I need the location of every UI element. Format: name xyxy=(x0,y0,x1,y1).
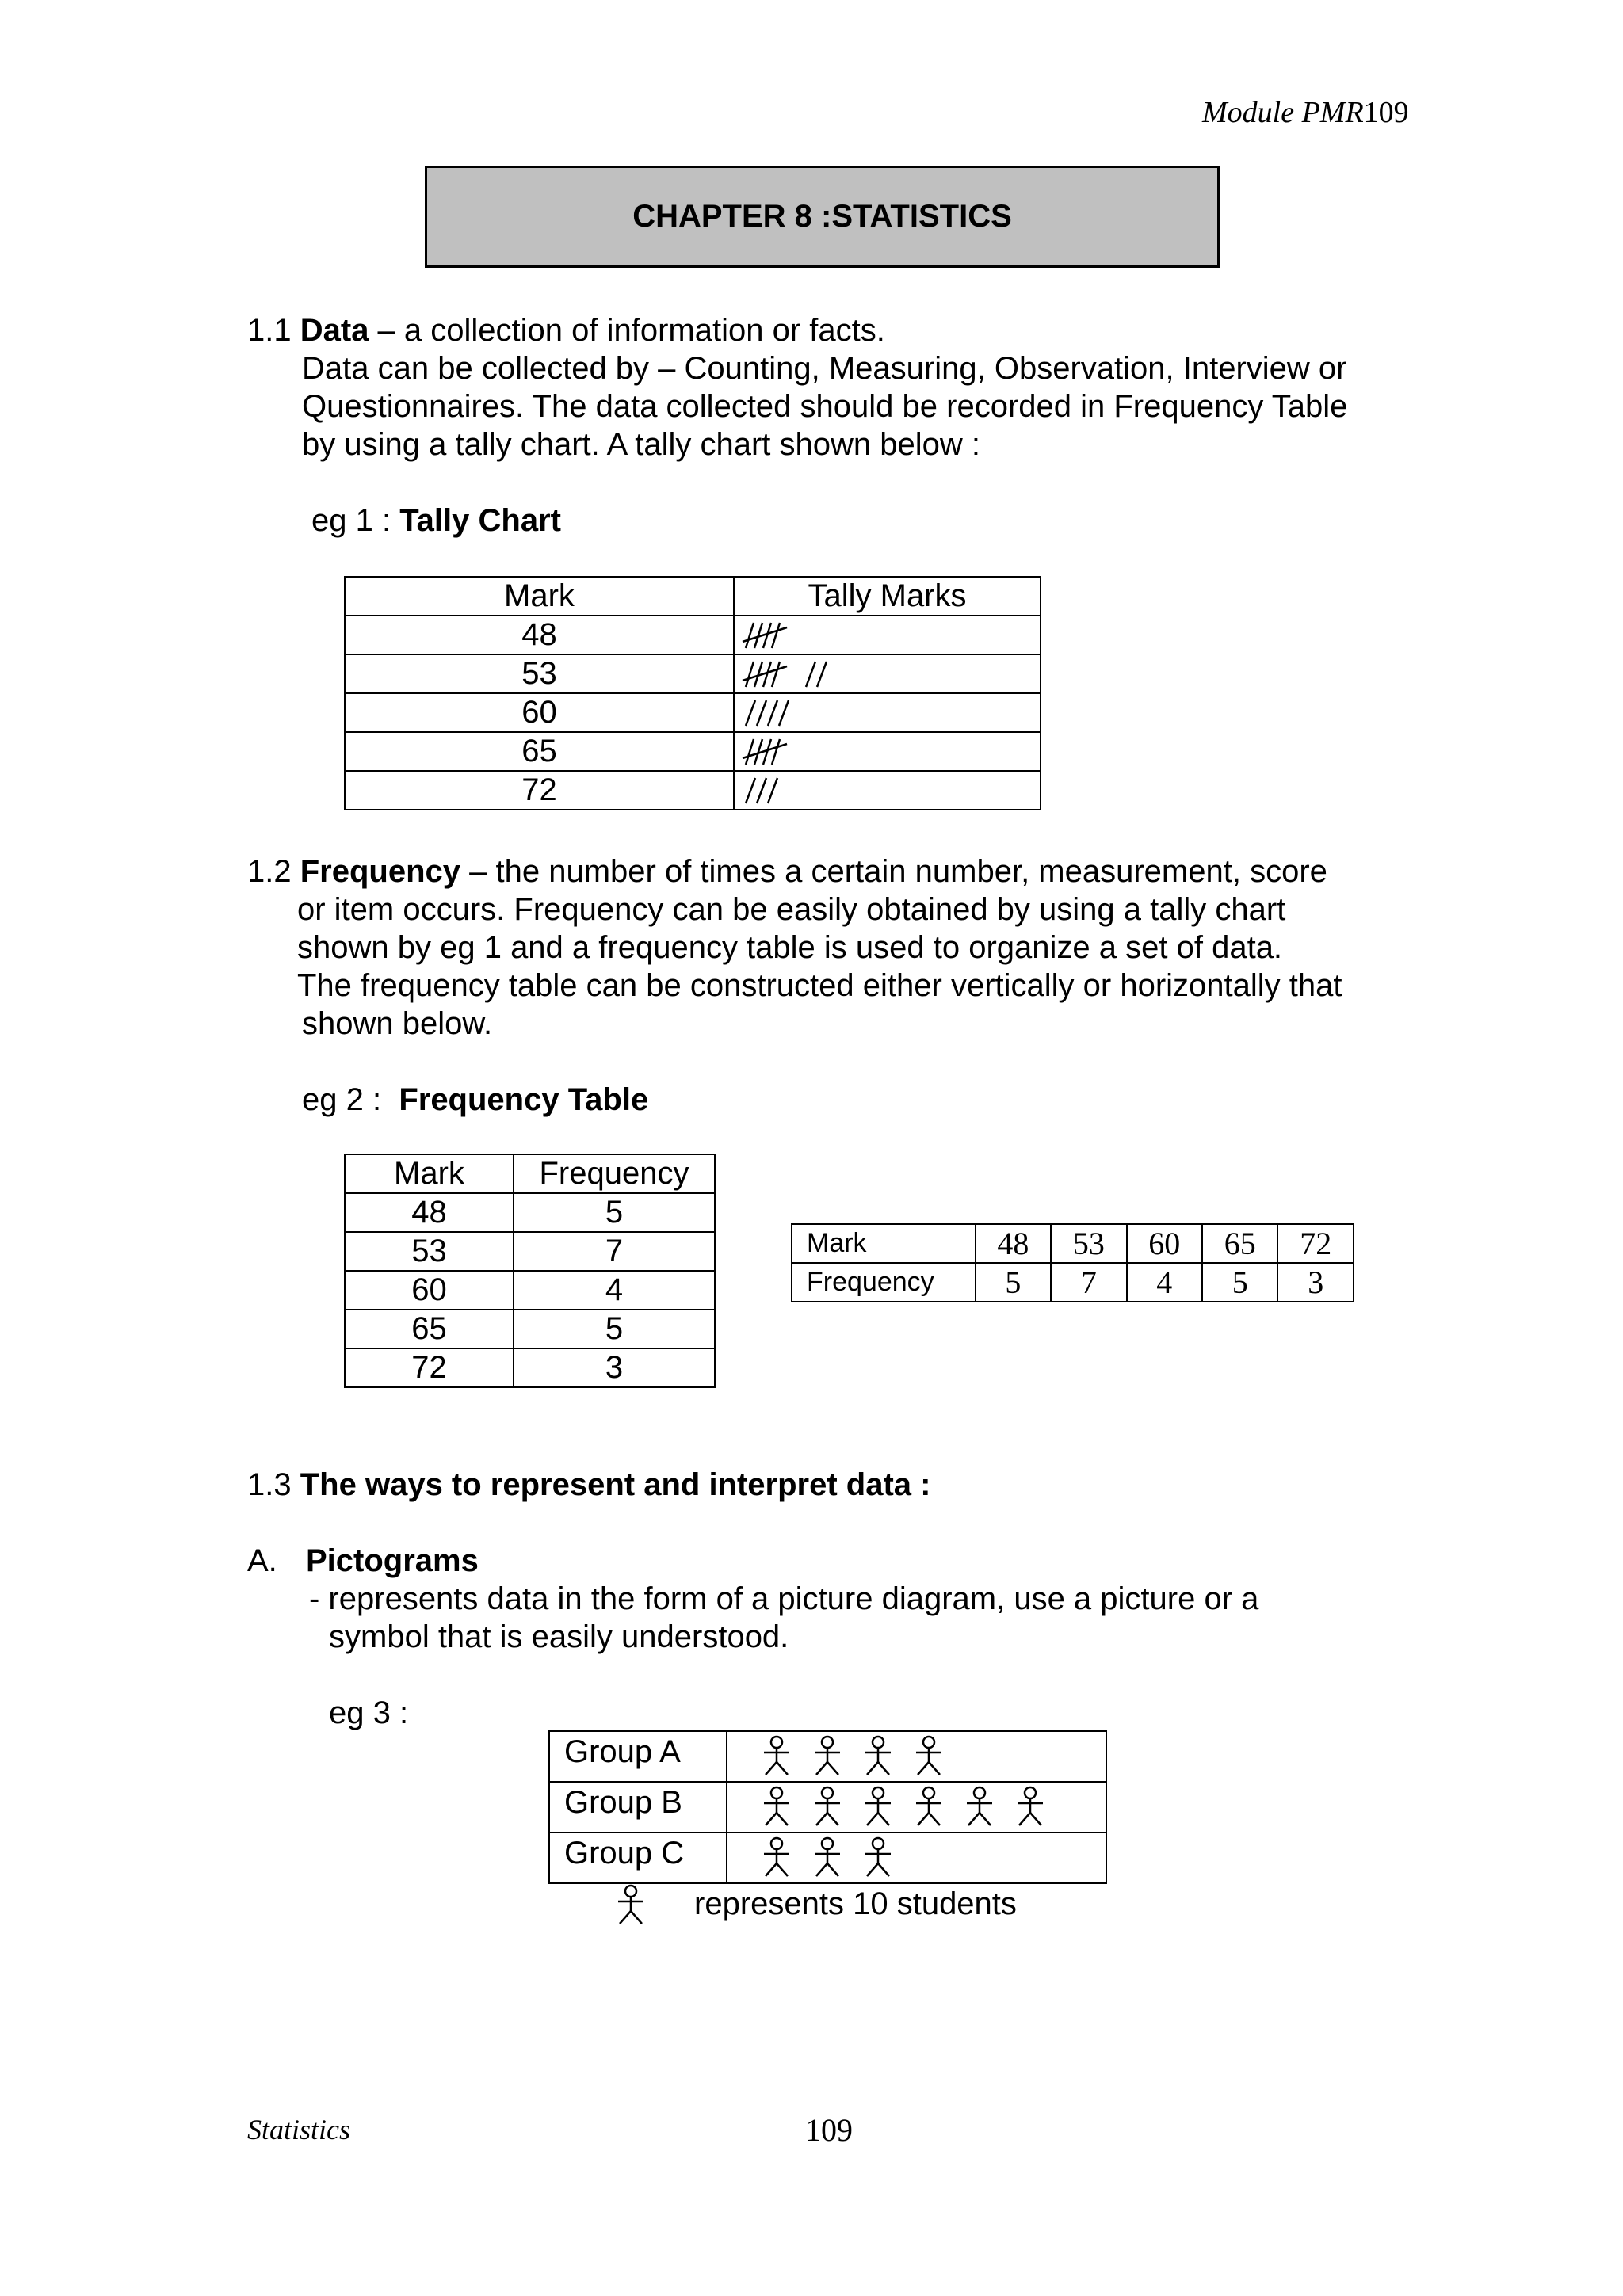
section-1-2-line: or item occurs. Frequency can be easily obtained by using a tally chart xyxy=(297,892,1286,927)
pictogram-table xyxy=(548,1730,1107,1884)
mark-cell: 53 xyxy=(1051,1224,1126,1263)
tally-stroke xyxy=(772,739,780,765)
chapter-title: CHAPTER 8 :STATISTICS xyxy=(632,199,1012,234)
frequency-cell: 5 xyxy=(514,1310,715,1348)
icon-cell xyxy=(727,1782,1106,1833)
table-row xyxy=(549,1731,1106,1782)
mark-cell: 48 xyxy=(345,1193,514,1232)
section-a-line: - represents data in the form of a picture diagram, use a picture or a xyxy=(309,1581,1259,1616)
tally-stroke xyxy=(806,662,815,687)
group-label: Group C xyxy=(549,1833,727,1883)
table-row xyxy=(345,1232,715,1271)
table-row xyxy=(549,1782,1106,1833)
mark-cell: 72 xyxy=(345,1348,514,1387)
tally-marks-icon xyxy=(739,696,930,730)
mark-cell: 60 xyxy=(1127,1224,1202,1263)
table-row xyxy=(792,1263,1354,1302)
section-1-1-heading: 1.1 Data – a collection of information or facts. xyxy=(247,313,885,348)
tally-cell xyxy=(734,693,1041,732)
frequency-cell: 4 xyxy=(1127,1263,1202,1302)
page-header xyxy=(1202,95,1409,130)
tally-marks-icon xyxy=(739,657,930,692)
tally-marks-icon xyxy=(739,734,930,769)
term-data: Data xyxy=(300,313,369,348)
header-cell: Frequency xyxy=(514,1154,715,1193)
table-row xyxy=(345,732,1041,771)
footer-subject: Statistics xyxy=(247,2114,351,2145)
chapter-title-box xyxy=(425,166,1220,268)
term-frequency: Frequency xyxy=(300,854,461,889)
table-header-row xyxy=(345,1154,715,1193)
mark-cell: 48 xyxy=(976,1224,1051,1263)
mark-cell: 53 xyxy=(345,1232,514,1271)
stick-figure-icon xyxy=(1011,1786,1049,1829)
section-1-1-line: by using a tally chart. A tally chart shown below : xyxy=(302,427,980,462)
stick-figure-icon xyxy=(960,1786,999,1829)
eg2-heading: eg 2 : Frequency Table xyxy=(302,1082,649,1117)
stick-figure-icon xyxy=(859,1735,897,1778)
table-row xyxy=(345,1348,715,1387)
section-1-2-heading: 1.2 Frequency – the number of times a certain number, measurement, score xyxy=(247,854,1327,889)
mark-cell: 48 xyxy=(345,616,734,654)
tally-stroke xyxy=(817,662,827,687)
section-1-1-line: Questionnaires. The data collected should be recorded in Frequency Table xyxy=(302,389,1348,424)
table-row xyxy=(345,616,1041,654)
tally-stroke xyxy=(768,700,777,726)
mark-cell: 60 xyxy=(345,693,734,732)
mark-cell: 65 xyxy=(345,1310,514,1348)
tally-marks-icon xyxy=(739,773,930,808)
header-page-number: 109 xyxy=(1363,96,1409,129)
footer-page-number: 109 xyxy=(805,2112,853,2148)
stick-figure-icon xyxy=(808,1735,846,1778)
mark-cell: 72 xyxy=(1277,1224,1354,1263)
section-a-title: Pictograms xyxy=(306,1543,479,1578)
tally-stroke xyxy=(757,778,766,803)
frequency-cell: 4 xyxy=(514,1271,715,1310)
stick-figure-icon xyxy=(758,1735,796,1778)
section-a-heading: A. xyxy=(247,1543,277,1578)
frequency-cell: 3 xyxy=(514,1348,715,1387)
stick-figure-icon xyxy=(612,1884,650,1927)
eg1-heading: eg 1 : Tally Chart xyxy=(311,503,561,538)
table-row xyxy=(345,693,1041,732)
frequency-table-horizontal xyxy=(791,1223,1354,1302)
frequency-cell: 3 xyxy=(1277,1263,1354,1302)
row-label: Mark xyxy=(792,1224,976,1263)
key-icon-holder xyxy=(612,1884,663,1927)
tally-stroke xyxy=(746,778,755,803)
stick-figure-icon xyxy=(910,1786,948,1829)
header-cell: Mark xyxy=(345,1154,514,1193)
row-label: Frequency xyxy=(792,1263,976,1302)
tally-stroke xyxy=(757,700,766,726)
group-label: Group A xyxy=(549,1731,727,1782)
mark-cell: 65 xyxy=(345,732,734,771)
tally-cell xyxy=(734,616,1041,654)
section-1-2-line: The frequency table can be constructed either vertically or horizontally that xyxy=(297,968,1342,1003)
eg3-heading: eg 3 : xyxy=(329,1695,409,1730)
module-label: Module PMR xyxy=(1202,96,1364,129)
table-row xyxy=(345,771,1041,810)
stick-figure-icon xyxy=(859,1786,897,1829)
tally-stroke xyxy=(772,623,780,648)
tally-cell xyxy=(734,771,1041,810)
table-row xyxy=(345,1310,715,1348)
table-row xyxy=(792,1224,1354,1263)
table-header-row xyxy=(345,577,1041,616)
mark-cell: 53 xyxy=(345,654,734,693)
frequency-cell: 5 xyxy=(1202,1263,1277,1302)
tally-chart-table xyxy=(344,576,1041,810)
section-1-1-line: Data can be collected by – Counting, Measuring, Observation, Interview or xyxy=(302,351,1347,386)
table-row xyxy=(345,1271,715,1310)
tally-stroke xyxy=(746,700,755,726)
stick-figure-icon xyxy=(859,1836,897,1879)
stick-figure-icon xyxy=(758,1836,796,1879)
frequency-cell: 5 xyxy=(514,1193,715,1232)
tally-stroke xyxy=(746,623,754,648)
group-label: Group B xyxy=(549,1782,727,1833)
stick-figure-icon xyxy=(910,1735,948,1778)
section-1-3-heading: 1.3 The ways to represent and interpret data : xyxy=(247,1467,931,1502)
table-row xyxy=(345,654,1041,693)
table-row xyxy=(345,1193,715,1232)
frequency-cell: 7 xyxy=(1051,1263,1126,1302)
mark-cell: 65 xyxy=(1202,1224,1277,1263)
header-cell: Mark xyxy=(345,577,734,616)
tally-marks-icon xyxy=(739,618,930,653)
mark-cell: 72 xyxy=(345,771,734,810)
stick-figure-icon xyxy=(808,1786,846,1829)
tally-stroke xyxy=(768,778,777,803)
frequency-table-vertical xyxy=(344,1154,716,1388)
section-1-2-line: shown below. xyxy=(302,1006,493,1041)
pictogram-key-text: represents 10 students xyxy=(694,1886,1017,1921)
stick-figure-icon xyxy=(808,1836,846,1879)
icon-cell xyxy=(727,1731,1106,1782)
icon-cell xyxy=(727,1833,1106,1883)
section-a-line: symbol that is easily understood. xyxy=(329,1619,789,1654)
stick-figure-icon xyxy=(758,1786,796,1829)
tally-cell xyxy=(734,654,1041,693)
tally-stroke xyxy=(779,700,789,726)
header-cell: Tally Marks xyxy=(734,577,1041,616)
frequency-cell: 5 xyxy=(976,1263,1051,1302)
tally-stroke xyxy=(746,662,754,687)
table-row xyxy=(549,1833,1106,1883)
frequency-cell: 7 xyxy=(514,1232,715,1271)
tally-stroke xyxy=(746,739,754,765)
mark-cell: 60 xyxy=(345,1271,514,1310)
tally-stroke xyxy=(772,662,780,687)
section-1-2-line: shown by eg 1 and a frequency table is used to organize a set of data. xyxy=(297,930,1283,965)
tally-cell xyxy=(734,732,1041,771)
